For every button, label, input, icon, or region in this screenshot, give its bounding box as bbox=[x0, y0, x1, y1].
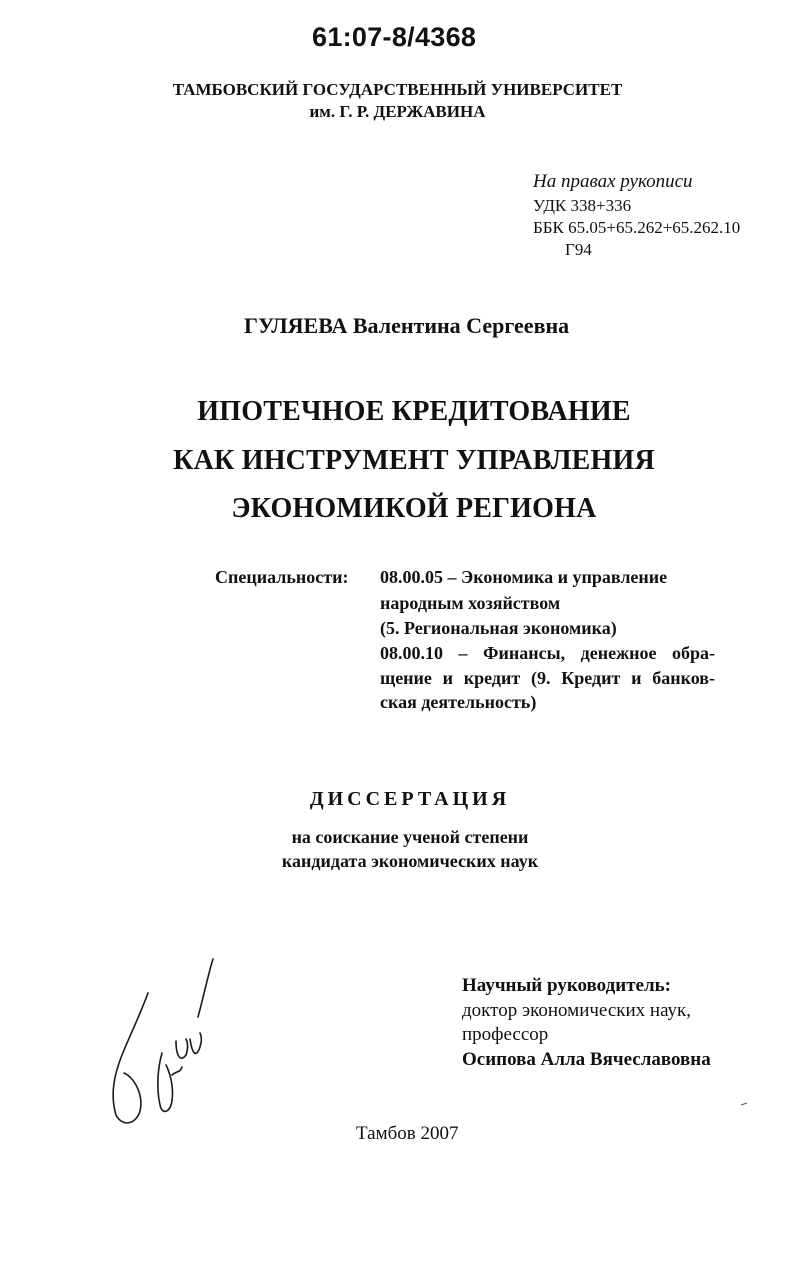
degree-line-2: кандидата экономических наук bbox=[281, 851, 539, 871]
city-year: Тамбов 2007 bbox=[356, 1123, 459, 1144]
specialties-label: Специальности: bbox=[215, 567, 349, 587]
university-name-suffix: им. Г. Р. ДЕРЖАВИНА bbox=[309, 102, 486, 121]
specialty-line: ская деятельность) bbox=[380, 692, 537, 712]
advisor-degree: доктор экономических наук, bbox=[462, 1000, 692, 1021]
udk-code: УДК 338+336 bbox=[533, 196, 632, 215]
university-name: ТАМБОВСКИЙ ГОСУДАРСТВЕННЫЙ УНИВЕРСИТЕТ bbox=[172, 80, 623, 99]
degree-line-1: на соискание ученой степени bbox=[291, 827, 529, 847]
dissertation-heading: ДИССЕРТАЦИЯ bbox=[309, 788, 511, 810]
archive-number: 61:07-8/4368 bbox=[312, 22, 477, 52]
advisor-name: Осипова Алла Вячеславовна bbox=[462, 1049, 711, 1070]
title-line-1: ИПОТЕЧНОЕ КРЕДИТОВАНИЕ bbox=[197, 396, 631, 427]
specialty-line: щение и кредит (9. Кредит и банков- bbox=[380, 668, 715, 688]
author-name: ГУЛЯЕВА Валентина Сергеевна bbox=[244, 313, 570, 338]
bbk-code: ББК 65.05+65.262+65.262.10 bbox=[533, 218, 741, 237]
specialty-line: народным хозяйством bbox=[380, 593, 561, 613]
specialty-line: 08.00.10 – Финансы, денежное обра- bbox=[380, 643, 715, 663]
specialty-line: (5. Региональная экономика) bbox=[380, 618, 617, 638]
scan-mark bbox=[740, 1101, 748, 1107]
handwritten-signature bbox=[100, 955, 230, 1135]
specialty-line: 08.00.05 – Экономика и управление bbox=[380, 567, 668, 587]
advisor-rank: профессор bbox=[462, 1024, 549, 1045]
author-mark: Г94 bbox=[565, 240, 592, 259]
title-line-3: ЭКОНОМИКОЙ РЕГИОНА bbox=[231, 493, 597, 524]
title-line-2: КАК ИНСТРУМЕНТ УПРАВЛЕНИЯ bbox=[173, 445, 655, 476]
advisor-label: Научный руководитель: bbox=[462, 975, 671, 996]
manuscript-rights: На правах рукописи bbox=[533, 171, 693, 192]
